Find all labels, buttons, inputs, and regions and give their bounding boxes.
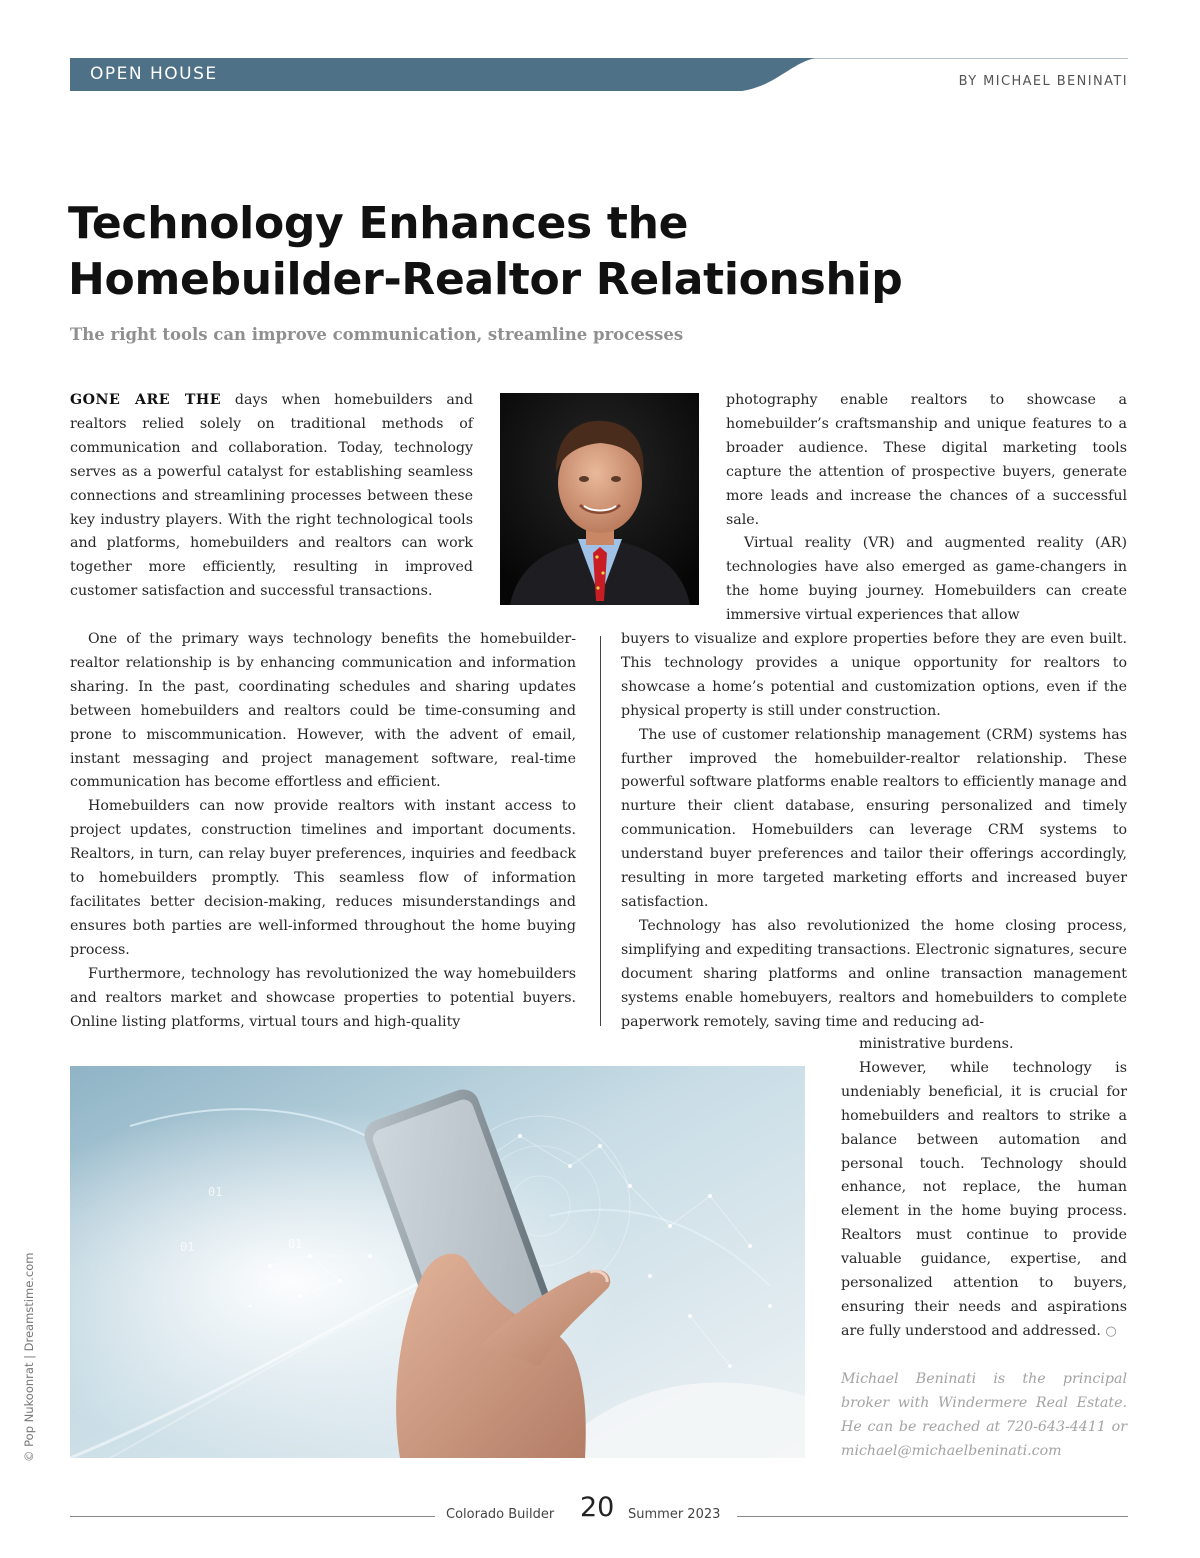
paragraph-5: photography enable realtors to showcase a homebuilder’s craftsmanship and unique features to a broader audience. These digital marketing tools capture the attention of prospective buyers, generate more leads and increase the chances of a successful sale.: [726, 392, 1127, 528]
section-label: OPEN HOUSE: [90, 64, 218, 84]
paragraph-7: The use of customer relationship management (CRM) systems has further improved the homebuilder-realtor relationship. These powerful software platforms enable realtors to efficiently manage and nurture their client database, ensuring personalized and timely communication. Homebuilders can leverage CRM systems to understand buyer preferences and tailor their offerings accordingly, resulting in more targeted marketing efforts and increased buyer satisfaction.: [621, 726, 1127, 910]
paragraph-3: Homebuilders can now provide realtors with instant access to project updates, construction timelines and important documents. Realtors, in turn, can relay buyer preferences, inquiries and feedback to homebuilders promptly. This seamless flow of information facilitates better decision-making, reduces misunderstandings and ensures both parties are well-informed throughout the home buying process.: [70, 798, 576, 958]
paragraph-8-start: Technology has also revolutionized the home closing process, simplifying and expediting transactions. Electronic signatures, secure document sharing platforms and online transaction management systems enable homebuyers, realtors and homebuilders to complete paperwork remotely, saving time and reducing ad-: [621, 917, 1127, 1030]
paragraph-4: Furthermore, technology has revolutionized the way homebuilders and realtors market and showcase properties to potential buyers. Online listing platforms, virtual tours and high-quality: [70, 965, 576, 1030]
paragraph-8-end: ministrative burdens.: [859, 1036, 1014, 1052]
paragraph-6-start: Virtual reality (VR) and augmented reality (AR) technologies have also emerged as game-changers in the home buying journey. Homebuilders can create immersive virtual experiences that allow: [726, 535, 1127, 624]
footer-rule-right: [737, 1516, 1128, 1517]
lead-in: GONE ARE THE: [70, 392, 222, 408]
binary-digits-4: 01: [180, 1240, 195, 1254]
photo-credit: © Pop Nukoonrat | Dreamstime.com: [22, 1252, 36, 1462]
column-2-top: [726, 389, 1127, 628]
title-line-2: Homebuilder-Realtor Relationship: [68, 254, 903, 305]
column-divider: [600, 636, 601, 1026]
paragraph-9: [841, 1057, 1127, 1344]
paragraph-intro: [70, 389, 473, 604]
paragraph-6-end: buyers to visualize and explore properties before they are even built. This technology provides a unique opportunity for realtors to showcase a home’s potential and customization options, even if the physical property is still under construction.: [621, 631, 1127, 719]
smartphone-stock-image: [70, 1066, 805, 1458]
paragraph-9-text: However, while technology is undeniably beneficial, it is crucial for homebuilders and realtors to strike a balance between automation and personal touch. Technology should enhance, not replace, the human element in the home buying process. Realtors must continue to provide valuable guidance, expertise, and personalized attention to buyers, ensuring their needs and aspirations are fully understood and addressed.: [841, 1059, 1127, 1339]
paragraph-2: One of the primary ways technology benefits the homebuilder-realtor relationship is by enhancing communication and information sharing. In the past, coordinating schedules and sharing updates between homebuilders and realtors could be time-consuming and prone to miscommunication. However, with the advent of email, instant messaging and project management software, real-time communication has become effortless and efficient.: [70, 631, 576, 791]
end-mark-icon: ○: [1105, 1323, 1117, 1339]
author-bio: Michael Beninati is the principal broker with Windermere Real Estate. He can be reached at 720-643-4411 or michael@michaelbeninati.com: [841, 1370, 1127, 1459]
paragraph-1-text: days when homebuilders and realtors relied solely on traditional methods of communication and collaboration. Today, technology serves as a powerful catalyst for establishing seamless connections and streamlining processes between these key industry players. With the right technological tools and platforms, homebuilders and realtors can work together more efficiently, resulting in improved customer satisfaction and successful transactions.: [70, 392, 473, 600]
column-1-top: [70, 389, 473, 604]
byline: BY MICHAEL BENINATI: [958, 74, 1128, 89]
binary-digits-1: 01: [208, 1185, 223, 1199]
footer-issue: Summer 2023: [628, 1507, 721, 1522]
title-line-1: Technology Enhances the: [68, 198, 689, 249]
column-2-bottom: [621, 628, 1127, 1034]
column-1-bottom: [70, 628, 576, 1034]
footer-rule-left: [70, 1516, 435, 1517]
article-title: [68, 196, 1068, 308]
footer-publication: Colorado Builder: [446, 1507, 555, 1522]
page-number: 20: [580, 1492, 615, 1523]
column-3: [841, 1033, 1127, 1463]
binary-digits-2: 01: [288, 1237, 303, 1251]
author-photo: [500, 393, 699, 605]
article-deck: The right tools can improve communication, streamline processes: [70, 325, 684, 344]
